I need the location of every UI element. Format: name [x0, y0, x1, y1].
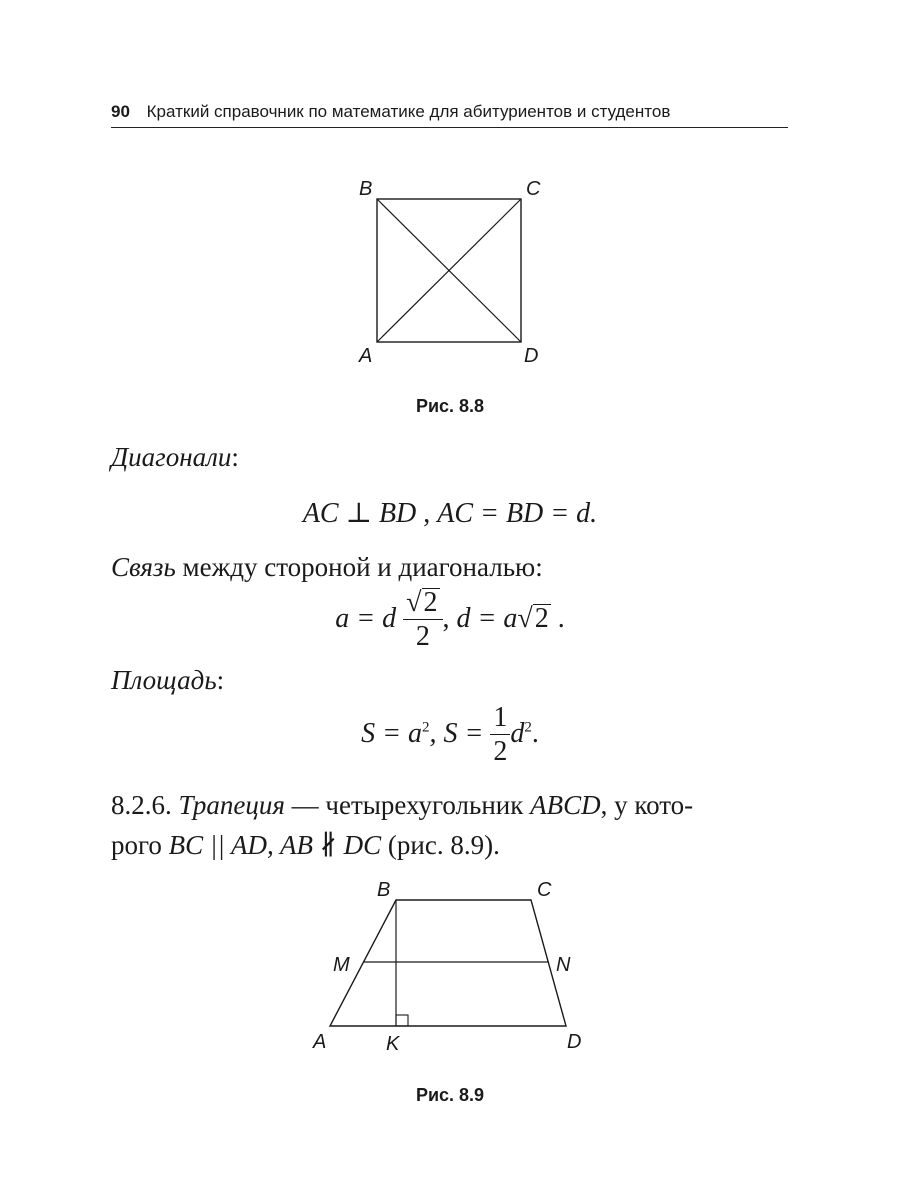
sqrt2-over-2: $\frac{√2}{2}$: [403, 587, 442, 654]
area-heading: Площадь:: [111, 665, 225, 695]
page-number: 90: [111, 102, 130, 121]
figure-8-9-trapezoid: [325, 895, 575, 1030]
fig88-label-d: D: [524, 345, 539, 367]
fig89-label-d: D: [567, 1031, 582, 1053]
diagonals-heading: Диагонали:: [111, 442, 239, 472]
fig89-label-n: N: [556, 954, 571, 976]
fig88-label-a: A: [359, 345, 373, 367]
trapezoid-outline: [330, 900, 566, 1026]
trapezoid-definition-line1: 8.2.6. Трапеция — четырехугольник ABCD, у кото-: [111, 790, 694, 820]
relation-heading: Связь между стороной и диагональю:: [111, 552, 543, 582]
figure-caption-8-9: Рис. 8.9: [415, 1085, 485, 1105]
fig88-label-c: C: [526, 178, 541, 200]
figure-8-8-square: [376, 198, 522, 343]
diagonals-formula: AC ⊥ BD , AC = BD = d.: [302, 498, 598, 529]
fig88-label-b: B: [359, 178, 373, 200]
trapezoid-definition-line2: рого BC || AD, AB ∦ DC (рис. 8.9).: [111, 830, 500, 860]
fig89-label-k: K: [386, 1033, 400, 1055]
fig89-label-a: A: [313, 1031, 327, 1053]
fig89-label-m: M: [333, 954, 350, 976]
fig89-label-c: C: [537, 879, 552, 901]
area-formula: $S = a^2$, S = $\frac{1}{2}$ $d^2$.: [361, 702, 539, 767]
running-header: [111, 99, 788, 128]
relation-formula: a = d $\frac{√2}{2}$ , d = a√2 .: [335, 587, 565, 652]
one-half: $\frac{1}{2}$: [490, 702, 510, 769]
right-angle-marker: [396, 1015, 408, 1026]
fig89-label-b: B: [377, 879, 391, 901]
book-title: Краткий справочник по математике для абитуриентов и студентов: [146, 102, 671, 121]
figure-caption-8-8: Рис. 8.8: [415, 396, 485, 416]
